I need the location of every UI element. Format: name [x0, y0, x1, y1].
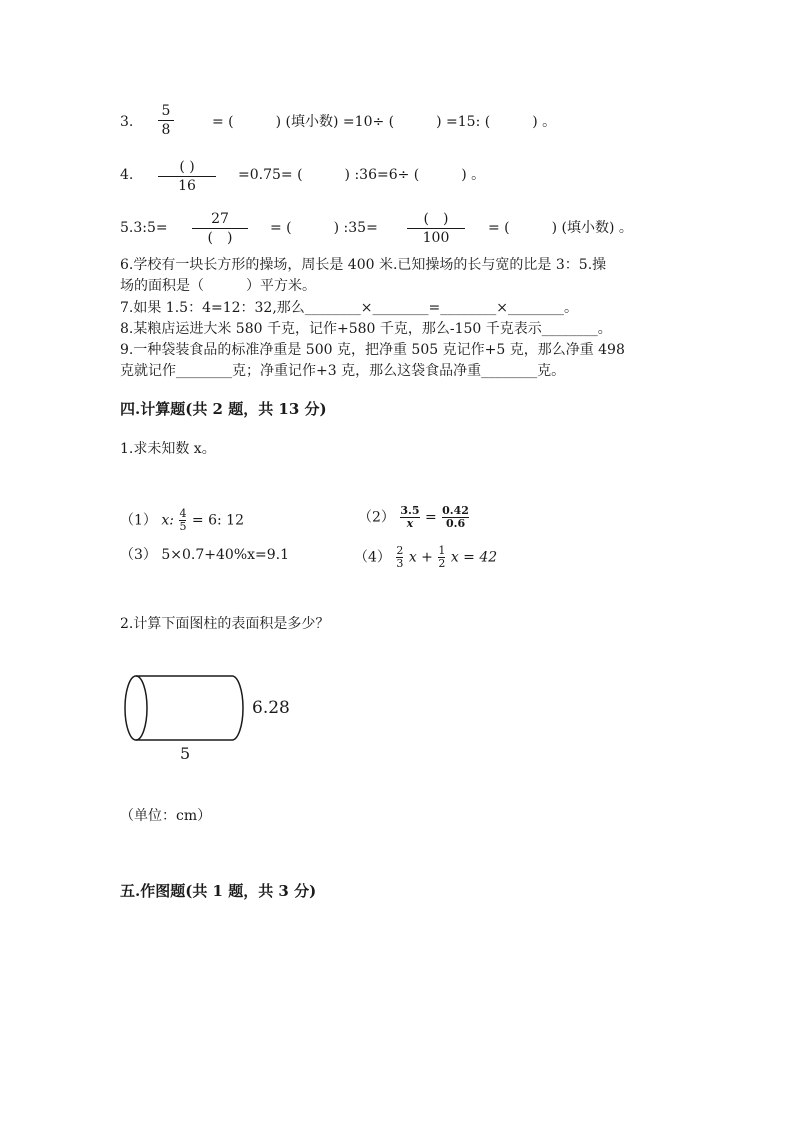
q4-fraction-denominator: 16 [178, 178, 196, 194]
q4-fraction-numerator: ( ) [179, 159, 195, 175]
q5-fraction-2-denominator: 100 [422, 230, 450, 246]
calc1-part4-middle: x + [408, 549, 433, 566]
calc1-part1-fraction [179, 508, 186, 533]
q5-middle-text: = ( ) :35= [270, 220, 378, 236]
calc1-part1-frac-den: 5 [179, 520, 187, 534]
q3-fraction-numerator: 5 [161, 103, 171, 119]
cylinder-left-face [125, 676, 147, 740]
calc1-part4-frac2-den: 2 [438, 557, 446, 571]
calc1-part2 [358, 505, 470, 530]
calc1-part2-frac1-num: 3.5 [400, 504, 420, 517]
q3-label: 3. [120, 114, 134, 130]
q5-label: 5.3:5= [120, 220, 168, 236]
calc1-part3-label: （3） [120, 547, 157, 563]
cylinder-figure [118, 668, 258, 750]
q8-text: 8.某粮店运进大米 580 千克，记作+580 千克，那么-150 千克表示________。 [120, 321, 612, 337]
q6-line-2: 场的面积是（ ）平方米。 [120, 278, 316, 294]
calc1-part2-equals: = [424, 509, 437, 526]
q5-fraction-1-numerator: 27 [211, 211, 229, 227]
calc1-part4-fraction-2 [438, 545, 445, 570]
section-5-heading: 五.作图题(共 1 题，共 3 分) [120, 882, 317, 900]
q7-text: 7.如果 1.5：4=12：32,那么________×________=________×________。 [120, 300, 578, 316]
cylinder-length-label: 5 [180, 744, 191, 763]
calc1-part2-frac1-den: x [406, 517, 414, 531]
q5-tail-text: = ( ) (填小数) 。 [488, 220, 633, 236]
q9-line-2: 克就记作________克；净重记作+3 克，那么这袋食品净重________克。 [120, 363, 566, 379]
calc1-part4-rest: x = 42 [450, 549, 498, 566]
calc1-part4-frac1-num: 2 [396, 544, 404, 557]
calc2-prompt: 2.计算下面图柱的表面积是多少？ [120, 616, 330, 632]
calc1-part2-fraction-2 [442, 505, 469, 530]
calc1-part1 [120, 508, 244, 533]
calc1-part2-frac2-den: 0.6 [445, 517, 466, 531]
calc1-part2-label: （2） [358, 509, 395, 526]
q5-fraction-2 [407, 212, 465, 245]
unit-note: （单位：cm） [120, 808, 212, 824]
q4-fraction [158, 160, 216, 193]
calc1-part4-label: （4） [354, 549, 391, 566]
q4-label: 4. [120, 167, 134, 183]
calc1-part2-fraction-1 [400, 505, 419, 530]
q3-fraction-denominator: 8 [161, 122, 171, 138]
calc1-part4-frac1-den: 3 [396, 557, 404, 571]
calc1-part1-label: （1） [120, 512, 157, 529]
q5-fraction-2-numerator: ( ) [423, 211, 449, 227]
q9-line-1: 9.一种袋装食品的标准净重是 500 克，把净重 505 克记作+5 克，那么净重 498 [120, 342, 625, 358]
q4-text: =0.75= ( ) :36=6÷ ( ) 。 [238, 167, 486, 183]
calc1-part4-frac2-num: 1 [438, 544, 446, 557]
calc1-part1-frac-num: 4 [179, 507, 187, 520]
cylinder-right-face [232, 676, 243, 740]
q5-fraction-1 [192, 212, 248, 245]
calc1-part2-frac2-num: 0.42 [442, 504, 469, 517]
calc1-part3-text: 5×0.7+40%x=9.1 [161, 547, 290, 563]
calc1-part4-fraction-1 [396, 545, 403, 570]
calc1-prompt: 1.求未知数 x。 [120, 441, 216, 457]
cylinder-height-label: 6.28 [252, 698, 290, 718]
calc1-part1-variable: x: [161, 512, 174, 529]
calc1-part4 [354, 545, 497, 570]
q6-line-1: 6.学校有一块长方形的操场，周长是 400 米.已知操场的长与宽的比是 3：5.操 [120, 257, 607, 273]
section-4-heading: 四.计算题(共 2 题，共 13 分) [120, 400, 327, 418]
q3-text: = ( ) (填小数) =10÷ ( ) =15: ( ) 。 [212, 114, 557, 130]
q5-fraction-1-denominator: ( ) [207, 230, 233, 246]
calc1-part3 [120, 548, 289, 562]
q3-fraction [158, 104, 174, 137]
calc1-part1-rest: = 6: 12 [191, 512, 244, 529]
